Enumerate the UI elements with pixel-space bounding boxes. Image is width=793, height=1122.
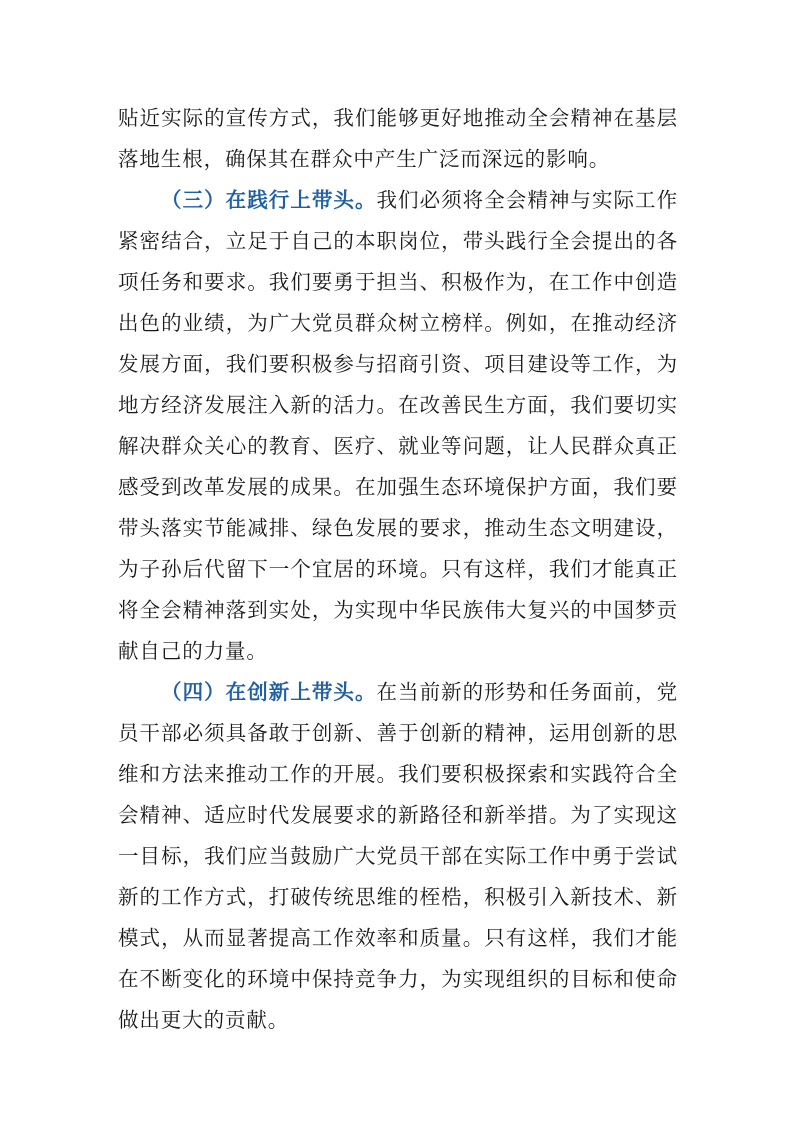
paragraph-text: 我们必须将全会精神与实际工作紧密结合，立足于自己的本职岗位，带头践行全会提出的各项任务和要求。我们要勇于担当、积极作为，在工作中创造出色的业绩，为广大党员群众树立榜样。例如，在推动经济发展方面，我们要积极参与招商引资、项目建设等工作，为地方经济发展注入新的活力。在改善民生方面，我们要切实解决群众关心的教育、医疗、就业等问题，让人民群众真正感受到改革发展的成果。在加强生态环境保护方面，我们要带头落实节能减排、绿色发展的要求，推动生态文明建设，为子孙后代留下一个宜居的环境。只有这样，我们才能真正将全会精神落到实处，为实现中华民族伟大复兴的中国梦贡献自己的力量。 bbox=[118, 188, 678, 663]
paragraph-text: 在当前新的形势和任务面前，党员干部必须具备敢于创新、善于创新的精神，运用创新的思维和方法来推动工作的开展。我们要积极探索和实践符合全会精神、适应时代发展要求的新路径和新举措。为了实现这一目标，我们应当鼓励广大党员干部在实际工作中勇于尝试新的工作方式，打破传统思维的桎梏，积极引入新技术、新模式，从而显著提高工作效率和质量。只有这样，我们才能在不断变化的环境中保持竞争力，为实现组织的目标和使命做出更大的贡献。 bbox=[118, 680, 678, 1032]
section-heading: （三）在践行上带头。 bbox=[161, 188, 377, 212]
paragraph-section-four bbox=[118, 672, 678, 1041]
paragraph-section-three bbox=[118, 180, 678, 672]
paragraph-text: 贴近实际的宣传方式，我们能够更好地推动全会精神在基层落地生根，确保其在群众中产生广泛而深远的影响。 bbox=[118, 106, 678, 171]
paragraph-continuation bbox=[118, 98, 678, 180]
section-heading: （四）在创新上带头。 bbox=[161, 680, 377, 704]
document-body bbox=[118, 98, 678, 1041]
